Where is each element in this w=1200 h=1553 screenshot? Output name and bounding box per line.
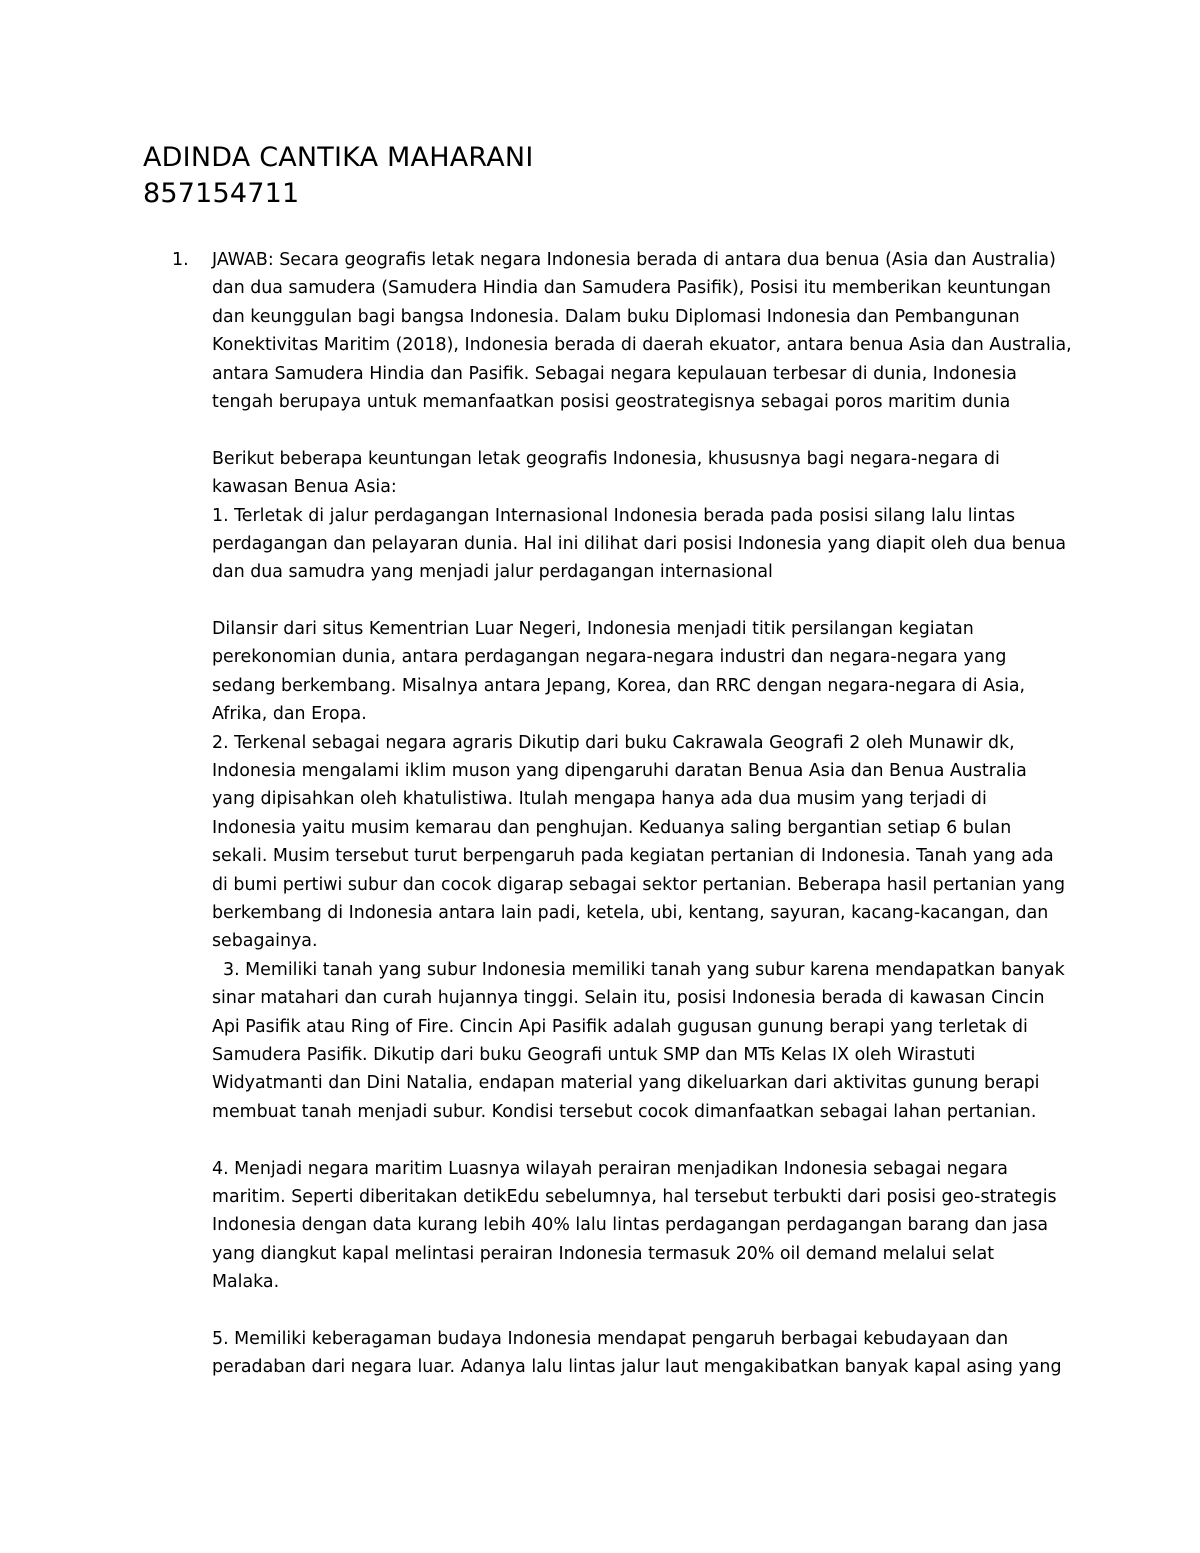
student-id: 857154711 — [143, 178, 300, 209]
text-line: Api Pasifik atau Ring of Fire. Cincin Api Pasifik adalah gugusan gunung berapi yang terletak di — [212, 1016, 1028, 1037]
text-line: JAWAB: Secara geografis letak negara Indonesia berada di antara dua benua (Asia dan Australia) — [212, 250, 1056, 270]
text-line: Indonesia yaitu musim kemarau dan penghujan. Keduanya saling bergantian setiap 6 bulan — [212, 817, 1012, 838]
student-name: ADINDA CANTIKA MAHARANI — [143, 142, 534, 173]
text-line: 4. Menjadi negara maritim Luasnya wilayah perairan menjadikan Indonesia sebagai negara — [212, 1158, 1008, 1179]
paragraph-spacer — [212, 1126, 1072, 1154]
text-line: sinar matahari dan curah hujannya tinggi. Selain itu, posisi Indonesia berada di kawasan Cincin — [212, 988, 1045, 1009]
text-line: Indonesia dengan data kurang lebih 40% lalu lintas perdagangan perdagangan barang dan jasa — [212, 1215, 1049, 1236]
text-line: perdagangan dan pelayaran dunia. Hal ini dilihat dari posisi Indonesia yang diapit oleh dua benua — [212, 533, 1067, 554]
text-line: 3. Memiliki tanah yang subur Indonesia memiliki tanah yang subur karena mendapatkan banyak — [212, 959, 1065, 980]
text-line: kawasan Benua Asia: — [212, 477, 397, 498]
text-line: antara Samudera Hindia dan Pasifik. Sebagai negara kepulauan terbesar di dunia, Indonesia — [212, 363, 1017, 384]
paragraph-spacer — [212, 416, 1072, 444]
text-line: sebagainya. — [212, 931, 318, 952]
text-line: sekali. Musim tersebut turut berpengaruh pada kegiatan pertanian di Indonesia. Tanah yang ada — [212, 846, 1054, 867]
text-line: Widyatmanti dan Dini Natalia, endapan material yang dikeluarkan dari aktivitas gunung berapi — [212, 1073, 1040, 1094]
text-line: yang dipisahkan oleh khatulistiwa. Itulah mengapa hanya ada dua musim yang terjadi di — [212, 789, 987, 810]
text-line: 5. Memiliki keberagaman budaya Indonesia mendapat pengaruh berbagai kebudayaan dan — [212, 1328, 1009, 1349]
text-line: Malaka. — [212, 1272, 280, 1293]
text-line: Indonesia mengalami iklim muson yang dipengaruhi daratan Benua Asia dan Benua Australia — [212, 761, 1027, 782]
text-line: Dilansir dari situs Kementrian Luar Negeri, Indonesia menjadi titik persilangan kegiatan — [212, 619, 974, 640]
paragraph-spacer — [212, 1296, 1072, 1324]
text-line: Konektivitas Maritim (2018), Indonesia berada di daerah ekuator, antara benua Asia dan Australia, — [212, 335, 1072, 356]
answer-body — [212, 246, 1072, 1382]
text-line: 1. Terletak di jalur perdagangan Internasional Indonesia berada pada posisi silang lalu lintas — [212, 505, 1016, 526]
text-line: Berikut beberapa keuntungan letak geografis Indonesia, khususnya bagi negara-negara di — [212, 448, 1000, 469]
document-header — [143, 140, 1043, 212]
text-line: yang diangkut kapal melintasi perairan Indonesia termasuk 20% oil demand melalui selat — [212, 1243, 995, 1264]
text-line: perekonomian dunia, antara perdagangan negara-negara industri dan negara-negara yang — [212, 647, 1007, 668]
text-line: dan dua samudra yang menjadi jalur perdagangan internasional — [212, 562, 773, 583]
text-line: sedang berkembang. Misalnya antara Jepang, Korea, dan RRC dengan negara-negara di Asia, — [212, 675, 1026, 696]
text-line: dan keunggulan bagi bangsa Indonesia. Dalam buku Diplomasi Indonesia dan Pembangunan — [212, 306, 1020, 327]
text-line: maritim. Seperti diberitakan detikEdu sebelumnya, hal tersebut terbukti dari posisi geo-strategis — [212, 1186, 1057, 1207]
paragraph-spacer — [212, 587, 1072, 615]
text-line: membuat tanah menjadi subur. Kondisi tersebut cocok dimanfaatkan sebagai lahan pertanian. — [212, 1101, 1037, 1122]
text-line: tengah berupaya untuk memanfaatkan posisi geostrategisnya sebagai poros maritim dunia — [212, 391, 1011, 412]
list-item-number: 1. — [172, 250, 189, 270]
text-line: berkembang di Indonesia antara lain padi, ketela, ubi, kentang, sayuran, kacang-kacangan, dan — [212, 902, 1049, 923]
text-line: dan dua samudera (Samudera Hindia dan Samudera Pasifik), Posisi itu memberikan keuntungan — [212, 278, 1051, 299]
text-line: di bumi pertiwi subur dan cocok digarap sebagai sektor pertanian. Beberapa hasil pertanian yang — [212, 874, 1066, 895]
text-line: peradaban dari negara luar. Adanya lalu lintas jalur laut mengakibatkan banyak kapal asing yang — [212, 1357, 1062, 1378]
text-line: Samudera Pasifik. Dikutip dari buku Geografi untuk SMP dan MTs Kelas IX oleh Wirastuti — [212, 1044, 976, 1065]
text-line: Afrika, dan Eropa. — [212, 704, 367, 725]
text-line: 2. Terkenal sebagai negara agraris Dikutip dari buku Cakrawala Geografi 2 oleh Munawir dk, — [212, 732, 1015, 753]
